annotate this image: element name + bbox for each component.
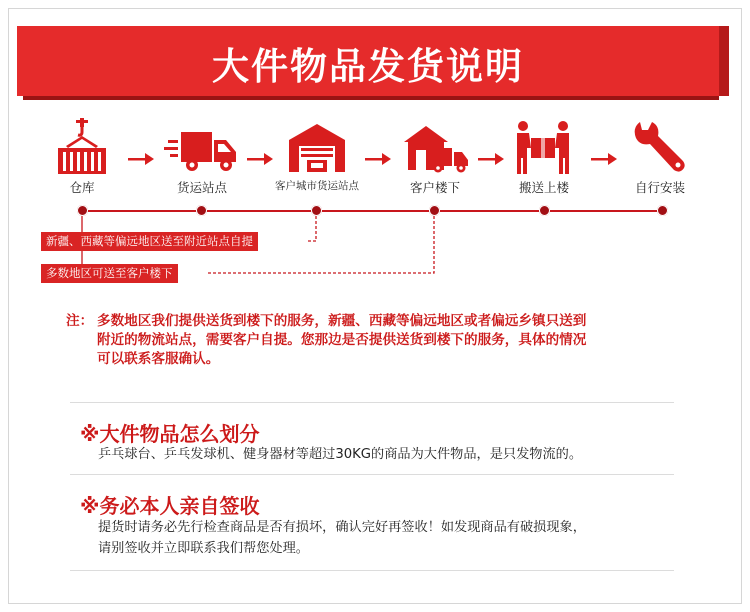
page-title: 大件物品发货说明 [212, 45, 524, 88]
section-divider [70, 474, 674, 475]
section-line: 请别签收并立即联系我们帮您处理。 [98, 541, 309, 556]
note-line: 可以联系客服确认。 [97, 351, 220, 367]
step-label-city-station: 客户城市货运站点 [275, 180, 359, 192]
step-label-freight-station: 货运站点 [176, 180, 227, 195]
note-label: 注： [66, 313, 94, 329]
step-label-carry-upstairs: 搬送上楼 [518, 180, 569, 195]
section-line: 乒乓球台、乒乓发球机、健身器材等超过30KG的商品为大件物品，是只发物流的。 [98, 447, 583, 462]
section-title-sign-in-person: ※务必本人亲自签收 [80, 494, 260, 518]
section-divider [70, 570, 674, 571]
shipping-note [66, 312, 706, 369]
step-label-self-install: 自行安装 [634, 180, 685, 195]
step-label-customer-downstairs: 客户楼下 [409, 180, 460, 195]
route-tag-most-areas: 多数地区可送至客户楼下 [41, 264, 178, 283]
note-line: 多数地区我们提供送货到楼下的服务，新疆、西藏等偏远地区或者偏远乡镇只送到 [97, 313, 587, 329]
section-line: 提货时请务必先行检查商品是否有损坏，确认完好再签收！如发现商品有破损现象， [98, 520, 586, 535]
route-tag-remote: 新疆、西藏等偏远地区送至附近站点自提 [41, 232, 258, 251]
step-label-warehouse: 仓库 [69, 180, 95, 195]
note-line: 附近的物流站点，需要客户自提。您那边是否提供送货到楼下的服务，具体的情况 [97, 332, 587, 348]
section-title-large-items: ※大件物品怎么划分 [80, 422, 260, 446]
section-body-sign-in-person [98, 517, 698, 559]
section-body-large-items [98, 444, 698, 465]
section-divider [70, 402, 674, 403]
